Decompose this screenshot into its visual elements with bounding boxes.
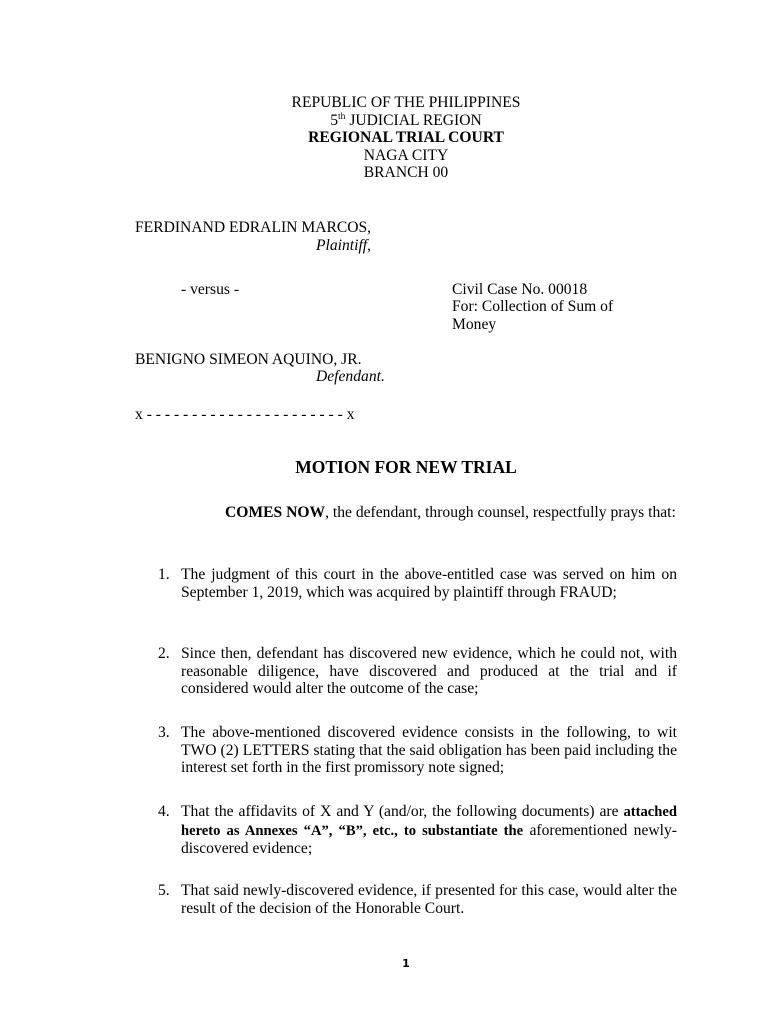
document-title: MOTION FOR NEW TRIAL <box>295 457 517 477</box>
item-number: 2. <box>158 645 170 662</box>
item-text: That said newly-discovered evidence, if presented for this case, would alter the result of the decision of the Honorable Court. <box>181 882 677 917</box>
judicial-region-line: 5th JUDICIAL REGION <box>330 111 482 129</box>
item-text: Since then, defendant has discovered new evidence, which he could not, with reasonable diligence, have discovered and produced at the trial and if considered would alter the outcome of the case; <box>181 645 677 697</box>
item-number: 3. <box>158 724 170 741</box>
court-name: REGIONAL TRIAL COURT <box>308 129 504 146</box>
court-header <box>0 94 768 182</box>
plaintiff-name: FERDINAND EDRALIN MARCOS, <box>135 219 372 236</box>
intro-lead: COMES NOW <box>225 504 326 521</box>
case-nature-line2: Money <box>452 316 497 333</box>
versus-label: - versus - <box>181 281 240 298</box>
defendant-role: Defendant. <box>316 368 385 385</box>
plaintiff-role: Plaintiff, <box>316 237 372 254</box>
item-text: The judgment of this court in the above-entitled case was served on him on September 1, 2019, which was acquired by plaintiff through FRAUD; <box>181 566 677 601</box>
page-number: 1 <box>402 957 410 970</box>
item-number: 4. <box>158 803 170 820</box>
item-text: The above-mentioned discovered evidence consists in the following, to wit TWO (2) LETTERS stating that the said obligation has been paid including the interest set forth in the first promissory note signed; <box>181 724 677 776</box>
case-nature-line1: For: Collection of Sum of <box>452 298 614 315</box>
republic-line: REPUBLIC OF THE PHILIPPINES <box>291 94 521 111</box>
caption-separator: x - - - - - - - - - - - - - - - - - - - - - - x <box>135 406 355 423</box>
defendant-name: BENIGNO SIMEON AQUINO, JR. <box>135 351 362 368</box>
intro-paragraph <box>135 504 677 522</box>
item-number: 5. <box>158 882 170 899</box>
annex-reference: attached hereto as Annexes “A”, “B”, etc., to substantiate the <box>181 804 677 839</box>
city-line: NAGA CITY <box>363 146 449 164</box>
branch-line: BRANCH 00 <box>363 164 449 181</box>
intro-rest: , the defendant, through counsel, respectfully prays that: <box>325 504 676 521</box>
case-number: Civil Case No. 00018 <box>452 281 588 298</box>
item-number: 1. <box>158 566 170 583</box>
item-text: That the affidavits of X and Y (and/or, the following documents) are attached hereto as Annexes “A”, “B”, etc., to substantiate the aforementioned newly-discovered evidence; <box>181 803 677 857</box>
